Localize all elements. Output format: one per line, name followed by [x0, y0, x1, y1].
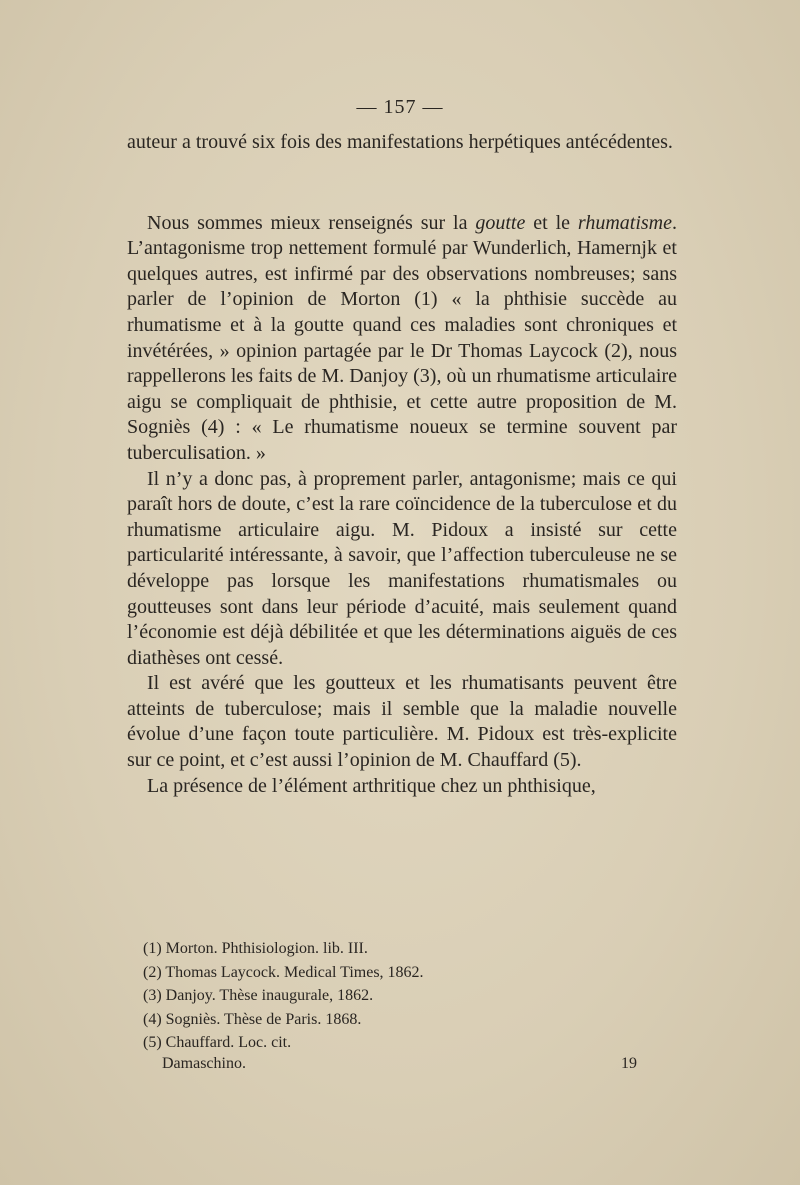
footnote-4: (4) Sogniès. Thèse de Paris. 1868.: [143, 1010, 362, 1028]
paragraph-gap: [127, 156, 677, 211]
paragraph-1: auteur a trouvé six fois des manifestations herpétiques antécédentes.: [127, 131, 673, 153]
signature-line: [162, 1055, 637, 1073]
paragraph-2-text-b: et le: [525, 211, 578, 234]
paragraph-3: Il n’y a donc pas, à proprement parler, antagonisme; mais ce qui paraît hors de doute, c’est la rare coïncidence de la tuberculose et du rhumatisme articulaire aigu. M. Pidoux a insisté sur cette particularité intéressante, à savoir, que l’affection tuberculeuse ne se développe pas lorsque les manifestations rhumatismales ou goutteuses sont dans leur période d’acuité, mais seulement quand l’économie est déjà débilitée et que les déterminations aiguës de ces diathèses ont cessé.: [127, 467, 677, 669]
term-goutte: goutte: [475, 211, 526, 234]
footnote-2: (2) Thomas Laycock. Medical Times, 1862.: [143, 963, 424, 981]
page-number: — 157 —: [356, 96, 444, 118]
paragraph-2-text-a: Nous sommes mieux renseignés sur la: [147, 211, 476, 234]
signature-sheet-number: 19: [621, 1055, 637, 1072]
footnotes: [143, 937, 424, 1055]
paragraph-5: La présence de l’élément arthritique chez un phthisique,: [147, 774, 596, 797]
paragraph-2: [127, 211, 677, 467]
signature-author: Damaschino.: [162, 1055, 246, 1072]
main-text: [127, 130, 677, 799]
paragraph-2-text-c: . L’antagonisme trop nettement formulé par Wunderlich, Hamernjk et quelques autres, est infirmé par des observations nombreuses; sans parler de l’opinion de Morton (1) « la phthisie succède au rhumatisme et à la goutte quand ces maladies sont chroniques et invétérées, » opinion partagée par le Dr Thomas Laycock (2), nous rappellerons les faits de M. Danjoy (3), où un rhumatisme articulaire aigu se compliquait de phthisie, et cette autre proposition de M. Sogniès (4) : « Le rhumatisme noueux se termine souvent par tuberculisation. »: [127, 211, 677, 464]
footnote-3: (3) Danjoy. Thèse inaugurale, 1862.: [143, 987, 374, 1004]
footnote-5: (5) Chauffard. Loc. cit.: [143, 1034, 292, 1051]
paragraph-4: Il est avéré que les goutteux et les rhumatisants peuvent être atteints de tuberculose; mais il semble que la maladie nouvelle évolue d’une façon toute particulière. M. Pidoux est très-explicite sur ce point, et c’est aussi l’opinion de M. Chauffard (5).: [127, 672, 677, 772]
footnote-1: (1) Morton. Phthisiologion. lib. III.: [143, 940, 368, 957]
term-rhumatisme: rhumatisme: [577, 211, 672, 234]
